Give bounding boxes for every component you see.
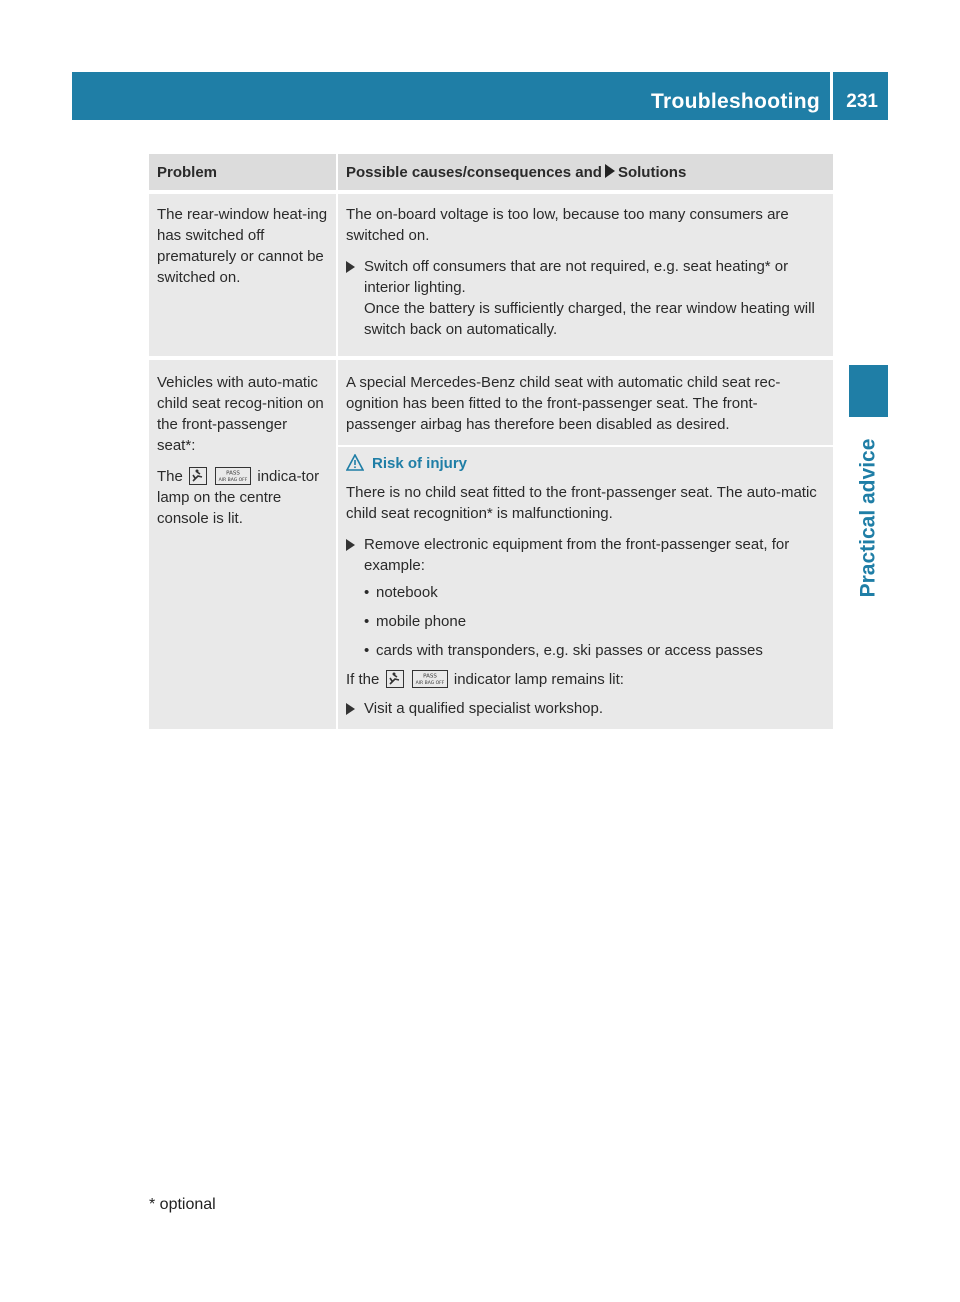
condition-pre: If the bbox=[346, 671, 380, 688]
header-bar bbox=[72, 72, 888, 120]
child-seat-icon bbox=[189, 467, 207, 485]
header-problem: Problem bbox=[149, 154, 337, 192]
svg-text:AIR BAG OFF: AIR BAG OFF bbox=[218, 478, 248, 483]
bullet-icon: • bbox=[364, 584, 370, 601]
solution-cell bbox=[337, 358, 833, 729]
step-text: Switch off consumers that are not required, e.g. seat heating* or interior lighting. bbox=[364, 258, 789, 296]
problem-text: Vehicles with auto-matic child seat recog-nition on the front-passenger seat*: bbox=[157, 374, 324, 454]
cause-text: The on-board voltage is too low, because too many consumers are switched on. bbox=[346, 206, 789, 244]
list-item bbox=[346, 582, 825, 603]
step-note: Once the battery is sufficiently charged, the rear window heating will switch back on automatically. bbox=[364, 300, 815, 338]
list-item-text: cards with transponders, e.g. ski passes or access passes bbox=[376, 642, 763, 659]
condition-text bbox=[346, 669, 825, 690]
side-tab-label: Practical advice bbox=[856, 438, 880, 597]
cause-text: A special Mercedes-Benz child seat with automatic child seat rec-ognition has been fitted to the front-passenger seat. The front-passenger airbag has therefore been disabled as desired. bbox=[346, 374, 781, 433]
cell-divider bbox=[338, 445, 833, 447]
side-tab-block bbox=[849, 365, 888, 417]
child-seat-icon bbox=[386, 670, 404, 688]
condition-post: indicator lamp remains lit: bbox=[453, 671, 624, 688]
problem-cell bbox=[149, 358, 337, 729]
warning-title: Risk of injury bbox=[372, 455, 468, 472]
bullet-icon: • bbox=[364, 642, 370, 659]
airbag-off-icon bbox=[215, 467, 251, 485]
page-number: 231 bbox=[846, 91, 878, 112]
step-text: Visit a qualified specialist workshop. bbox=[364, 700, 604, 717]
step-arrow-icon bbox=[346, 539, 355, 551]
troubleshooting-table bbox=[149, 154, 833, 729]
list-item bbox=[346, 611, 825, 632]
instruction-step bbox=[346, 256, 825, 340]
instruction-step bbox=[346, 534, 825, 576]
list-item-text: mobile phone bbox=[376, 613, 467, 630]
table-header-row bbox=[149, 154, 833, 192]
airbag-off-icon bbox=[412, 670, 448, 688]
header-divider bbox=[830, 72, 833, 120]
bullet-icon: • bbox=[364, 613, 370, 630]
section-title: Troubleshooting bbox=[651, 90, 820, 113]
table-row bbox=[149, 358, 833, 729]
step-text: Remove electronic equipment from the front-passenger seat, for example: bbox=[364, 536, 790, 574]
header-solutions-label: Solutions bbox=[617, 163, 687, 181]
svg-text:AIR BAG OFF: AIR BAG OFF bbox=[415, 681, 445, 686]
header-solutions-text: Possible causes/consequences and bbox=[346, 163, 602, 181]
list-item-text: notebook bbox=[376, 584, 438, 601]
problem-cell bbox=[149, 192, 337, 358]
problem-lamp-post: indica-tor lamp on the centre console is lit. bbox=[157, 468, 320, 527]
svg-text:PASS: PASS bbox=[422, 673, 437, 680]
table-row bbox=[149, 192, 833, 358]
list-item bbox=[346, 640, 825, 661]
problem-text: The rear-window heat-ing has switched off prematurely or cannot be switched on. bbox=[157, 206, 328, 286]
warning-triangle-icon bbox=[346, 454, 364, 471]
svg-text:PASS: PASS bbox=[226, 470, 241, 477]
footnote: * optional bbox=[149, 1196, 216, 1213]
problem-lamp-text bbox=[157, 466, 328, 529]
arrow-icon bbox=[605, 164, 615, 178]
step-arrow-icon bbox=[346, 261, 355, 273]
warning-heading bbox=[346, 453, 825, 474]
problem-lamp-pre: The bbox=[157, 468, 183, 485]
step-arrow-icon bbox=[346, 703, 355, 715]
header-solutions bbox=[337, 154, 833, 192]
solution-cell bbox=[337, 192, 833, 358]
instruction-step bbox=[346, 698, 825, 719]
warning-text: There is no child seat fitted to the front-passenger seat. The auto-matic child seat recognition* is malfunctioning. bbox=[346, 484, 817, 522]
side-tab bbox=[849, 425, 888, 610]
